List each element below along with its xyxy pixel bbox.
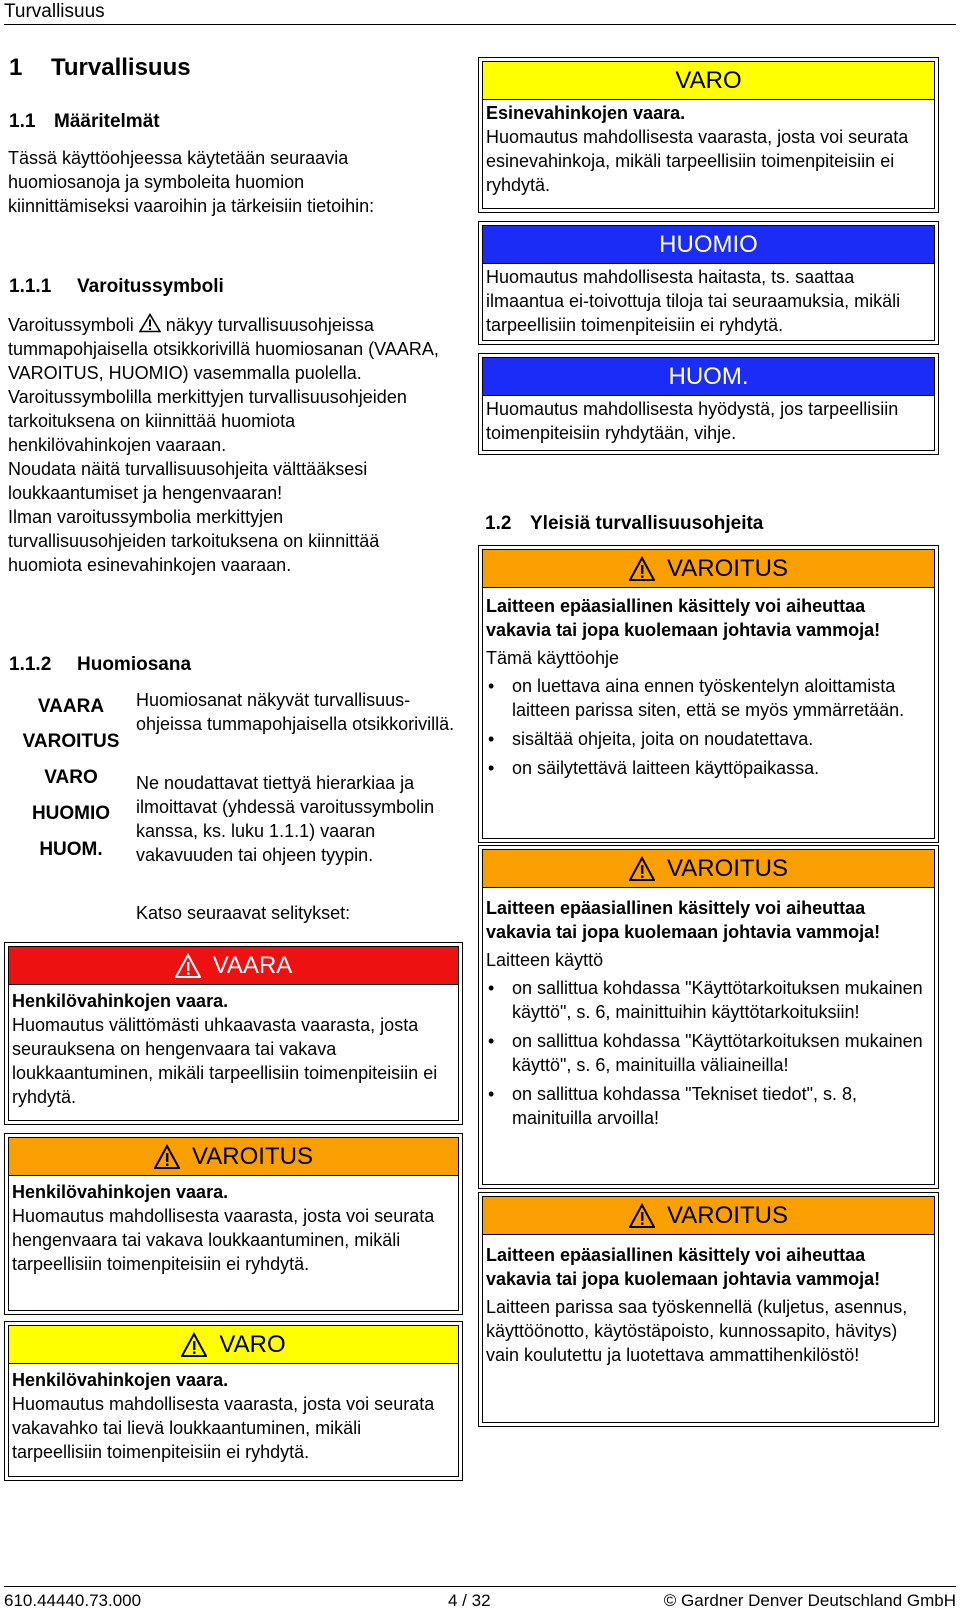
- section-1-1-2-heading: [9, 653, 191, 677]
- section-number: 1.2: [485, 513, 512, 534]
- warning-triangle-icon: [154, 1144, 180, 1170]
- list-item: • sisältää ohjeita, joita on noudatettava.: [486, 727, 931, 751]
- warning-triangle-icon: [629, 856, 655, 882]
- header-rule: [4, 24, 956, 25]
- list-item: • on säilytettävä laitteen käyttöpaikassa.: [486, 756, 931, 780]
- list-item: • on luettava aina ennen työskentelyn aloittamista laitteen parissa siten, että se myös ymmärretään.: [486, 674, 931, 722]
- warning-box-3: [478, 1192, 939, 1427]
- signal-label: VAROITUS: [667, 1201, 788, 1229]
- signal-label: VAROITUS: [667, 554, 788, 582]
- signal-bar: [483, 62, 934, 100]
- signal-label: HUOMIO: [659, 230, 758, 258]
- box-text: Huomautus mahdollisesta haitasta, ts. saattaa ilmaantua ei-toivottuja tiloja tai seuraamuksia, mikäli tarpeellisiin toimenpiteisiin ei ryhdytä.: [486, 267, 901, 335]
- box-bold-line: Laitteen epäasiallinen käsittely voi aiheuttaa vakavia tai jopa kuolemaan johtavia vammoja!: [486, 898, 881, 942]
- signal-bar: [9, 947, 458, 985]
- intro-paragraph: Tässä käyttöohjeessa käytetään seuraavia huomiosanoja ja symboleita huomion kiinnittämiseksi vaaroihin ja tärkeisiin tietoihin:: [8, 148, 375, 216]
- footer-page-number: 4 / 32: [448, 1591, 491, 1610]
- footer-company: © Gardner Denver Deutschland GmbH: [663, 1591, 956, 1610]
- box-text: Huomautus mahdollisesta vaarasta, josta voi seurata esinevahinkoja, mikäli tarpeellisiin toimenpiteisiin ei ryhdytä.: [486, 127, 909, 195]
- section-1-1-1-heading: [9, 275, 224, 299]
- box-lead: Tämä käyttöohje: [486, 648, 620, 668]
- signal-word-huomio: HUOMIO: [31, 803, 111, 824]
- box-text: Huomautus mahdollisesta hyödystä, jos tarpeellisiin toimenpiteisiin ryhdytään, vihje.: [486, 399, 899, 443]
- header-title: Turvallisuus: [4, 1, 105, 22]
- signal-word-varoitus: VAROITUS: [22, 731, 120, 752]
- warning-triangle-icon: [175, 953, 201, 979]
- footer-doc-number: 610.44440.73.000: [4, 1591, 142, 1610]
- signal-word-vaara: VAARA: [37, 696, 105, 717]
- signal-label: VARO: [219, 1330, 286, 1358]
- signal-bar: [9, 1138, 458, 1176]
- signal-bar: [483, 226, 934, 264]
- box-varo-left: [4, 1321, 463, 1481]
- signal-label: VAARA: [212, 951, 293, 979]
- warning-triangle-icon: [629, 556, 655, 582]
- box-varo-right: [478, 57, 939, 213]
- warning-box-1: [478, 545, 939, 843]
- signal-label: VARO: [675, 66, 742, 94]
- signal-word-text-1: Huomiosanat näkyvät turvallisuus-ohjeissa tummapohjaisella otsikkorivillä.: [136, 690, 455, 734]
- section-number: 1.1: [9, 111, 36, 132]
- box-bold-line: Henkilövahinkojen vaara.: [12, 1370, 229, 1390]
- signal-label: VAROITUS: [667, 854, 788, 882]
- warning-triangle-icon: [139, 313, 161, 333]
- list-item: • on sallittua kohdassa "Käyttötarkoituksen mukainen käyttö", s. 6, mainituilla väliaineilla!: [486, 1029, 931, 1077]
- box-huomio: [478, 221, 939, 345]
- section-title: Turvallisuus: [51, 54, 191, 81]
- signal-word-text-3: Katso seuraavat selitykset:: [136, 903, 351, 923]
- section-title: Määritelmät: [54, 111, 160, 132]
- signal-label: HUOM.: [668, 362, 749, 390]
- paragraph: Ilman varoitussymbolia merkittyjen turvallisuusohjeiden tarkoituksena on kiinnittää huomiota esinevahinkojen vaaraan.: [8, 507, 380, 575]
- signal-bar: [9, 1326, 458, 1364]
- section-title: Varoitussymboli: [77, 276, 224, 297]
- section-number: 1.1.2: [9, 654, 52, 675]
- signal-word-varo: VARO: [44, 767, 98, 788]
- box-lead: Laitteen käyttö: [486, 950, 604, 970]
- signal-label: VAROITUS: [192, 1142, 313, 1170]
- warning-box-2: [478, 845, 939, 1189]
- list-item: • on sallittua kohdassa "Tekniset tiedot", s. 8, mainituilla arvoilla!: [486, 1082, 931, 1130]
- box-bold-line: Esinevahinkojen vaara.: [486, 103, 686, 123]
- box-bold-line: Laitteen epäasiallinen käsittely voi aiheuttaa vakavia tai jopa kuolemaan johtavia vammoja!: [486, 1245, 881, 1289]
- box-bold-line: Henkilövahinkojen vaara.: [12, 991, 229, 1011]
- warning-triangle-icon: [629, 1203, 655, 1229]
- box-huom: [478, 353, 939, 455]
- section-1-2-heading: [485, 512, 763, 536]
- signal-word-text-2: Ne noudattavat tiettyä hierarkiaa ja ilmoittavat (yhdessä varoitussymbolin kanssa, ks. luku 1.1.1) vaaran vakavuuden tai ohjeen tyypin.: [136, 773, 435, 865]
- signal-word-huom: HUOM.: [39, 839, 103, 860]
- box-bold-line: Laitteen epäasiallinen käsittely voi aiheuttaa vakavia tai jopa kuolemaan johtavia vammoja!: [486, 596, 881, 640]
- signal-bar: [483, 358, 934, 396]
- box-vaara: [4, 942, 463, 1125]
- box-text: Huomautus mahdollisesta vaarasta, josta voi seurata hengenvaara tai vakava loukkaantuminen, mikäli tarpeellisiin toimenpiteisiin ei ryhdytä.: [12, 1206, 435, 1274]
- section-title: Huomiosana: [77, 654, 192, 675]
- section-number: 1.1.1: [9, 276, 52, 297]
- section-number: 1: [9, 54, 23, 81]
- box-lead: Laitteen parissa saa työskennellä (kuljetus, asennus, käyttöönotto, käytöstäpoisto, kunnossapito, hävitys) vain koulutettu ja luotettava ammattihenkilöstö!: [486, 1297, 908, 1365]
- warning-symbol-text: [8, 313, 440, 577]
- paragraph: Noudata näitä turvallisuusohjeita välttääksesi loukkaantumiset ja hengenvaaran!: [8, 459, 368, 503]
- bullet-list: [486, 976, 931, 1130]
- list-item: • on sallittua kohdassa "Käyttötarkoituksen mukainen käyttö", s. 6, mainittuihin käyttötarkoituksiin!: [486, 976, 931, 1024]
- section-title: Yleisiä turvallisuusohjeita: [530, 513, 764, 534]
- box-bold-line: Henkilövahinkojen vaara.: [12, 1182, 229, 1202]
- paragraph: Varoitussymboli näkyy turvallisuusohjeissa tummapohjaisella otsikkorivillä huomiosanan (VAARA, VAROITUS, HUOMIO) vasemmalla puolella.: [8, 315, 439, 383]
- warning-triangle-icon: [181, 1332, 207, 1358]
- box-text: Huomautus välittömästi uhkaavasta vaarasta, josta seurauksena on hengenvaara tai vakava loukkaantuminen, mikäli tarpeellisiin toimenpiteisiin ei ryhdytä.: [12, 1015, 438, 1107]
- box-text: Huomautus mahdollisesta vaarasta, josta voi seurata vakavahko tai lievä loukkaantuminen, mikäli tarpeellisiin toimenpiteisiin ei ryhdytä.: [12, 1394, 435, 1462]
- footer-rule: [4, 1586, 956, 1587]
- box-varoitus: [4, 1133, 463, 1315]
- paragraph: Varoitussymbolilla merkittyjen turvallisuusohjeiden tarkoituksena on kiinnittää huomiota henkilövahinkojen vaaraan.: [8, 387, 407, 455]
- section-1-1-heading: [9, 110, 160, 134]
- signal-bar: [483, 1197, 934, 1235]
- bullet-list: [486, 674, 931, 780]
- section-1-heading: [9, 56, 191, 80]
- signal-bar: [483, 850, 934, 888]
- signal-bar: [483, 550, 934, 588]
